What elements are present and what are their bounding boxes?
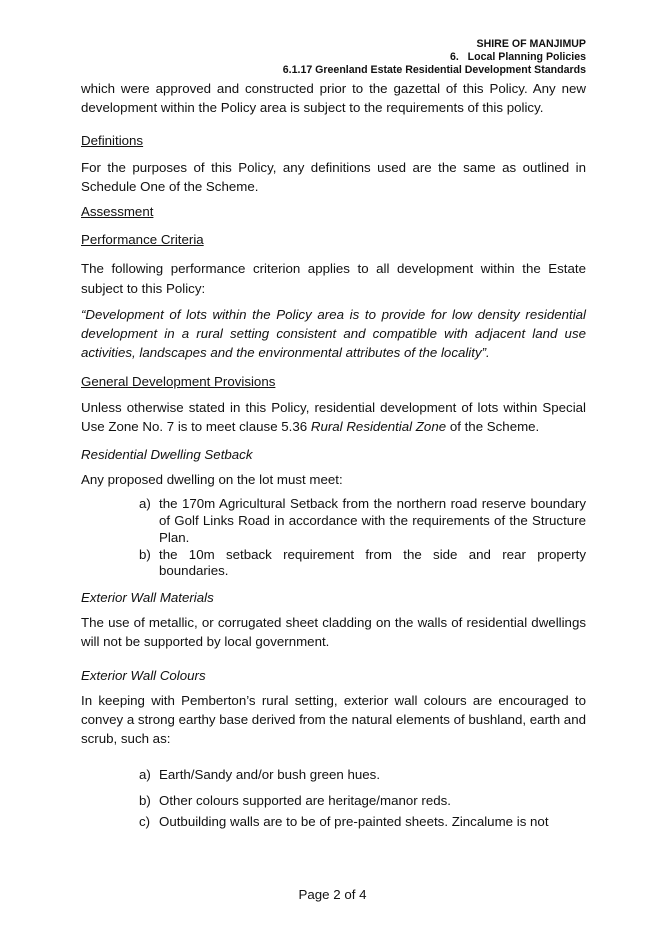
assessment-heading: Assessment <box>81 204 154 220</box>
page-header <box>283 38 586 77</box>
list-item <box>139 767 586 784</box>
list-item-text: Outbuilding walls are to be of pre-painted sheets. Zincalume is not <box>159 813 549 829</box>
wall-colours-text: In keeping with Pemberton’s rural setting, exterior wall colours are encouraged to convey a strong earthy base derived from the natural elements of bushland, earth and scrub, such as: <box>81 692 586 747</box>
list-item <box>139 496 586 546</box>
wall-colours-list <box>139 767 586 830</box>
definitions-text: For the purposes of this Policy, any definitions used are the same as outlined in Schedule One of the Scheme. <box>81 159 586 194</box>
intro-continuation: which were approved and constructed prior to the gazettal of this Policy. Any new development within the Policy area is subject to the requirements of this policy. <box>81 81 586 116</box>
general-provisions-text-a: Unless otherwise stated in this Policy, residential development of lots within Special Use Zone No. 7 is to meet clause 5.36 <box>81 399 586 434</box>
general-provisions-heading: General Development Provisions <box>81 374 276 390</box>
setback-list <box>139 496 586 580</box>
performance-criteria-quote: “Development of lots within the Policy area is to provide for low density residential development in a rural setting consistent and compatible with adjacent land use activities, landscapes and the environmental attributes of the locality”. <box>81 306 586 361</box>
general-provisions-text <box>81 398 586 436</box>
list-item <box>139 793 586 810</box>
list-item-text: Other colours supported are heritage/manor reds. <box>159 793 451 809</box>
setback-heading: Residential Dwelling Setback <box>81 447 253 463</box>
list-marker: a) <box>139 496 151 512</box>
list-item <box>139 813 586 831</box>
performance-criteria-text: The following performance criterion applies to all development within the Estate subject to this Policy: <box>81 261 586 296</box>
list-marker: c) <box>139 813 151 829</box>
wall-materials-text: The use of metallic, or corrugated sheet cladding on the walls of residential dwellings will not be supported by local government. <box>81 615 586 650</box>
performance-criteria-heading: Performance Criteria <box>81 232 204 248</box>
header-org: SHIRE OF MANJIMUP <box>476 38 586 50</box>
document-body <box>81 79 586 831</box>
header-section: 6. Local Planning Policies <box>450 51 586 63</box>
list-item <box>139 546 586 580</box>
list-item-text: the 10m setback requirement from the side and rear property boundaries. <box>159 546 586 579</box>
rural-residential-zone-ref: Rural Residential Zone <box>310 418 447 434</box>
wall-colours-heading: Exterior Wall Colours <box>81 667 206 683</box>
list-marker: b) <box>139 793 151 809</box>
list-item-text: the 170m Agricultural Setback from the northern road reserve boundary of Golf Links Road in accordance with the requirements of the Structure Plan. <box>159 496 586 545</box>
definitions-heading: Definitions <box>81 133 144 149</box>
list-item-text: Earth/Sandy and/or bush green hues. <box>159 767 381 783</box>
header-policy: 6.1.17 Greenland Estate Residential Development Standards <box>282 64 586 76</box>
page-number: Page 2 of 4 <box>298 887 367 902</box>
list-marker: b) <box>139 546 151 562</box>
setback-intro: Any proposed dwelling on the lot must meet: <box>81 472 343 488</box>
general-provisions-text-b: of the Scheme. <box>446 418 540 434</box>
wall-materials-heading: Exterior Wall Materials <box>81 589 214 605</box>
list-marker: a) <box>139 767 151 783</box>
